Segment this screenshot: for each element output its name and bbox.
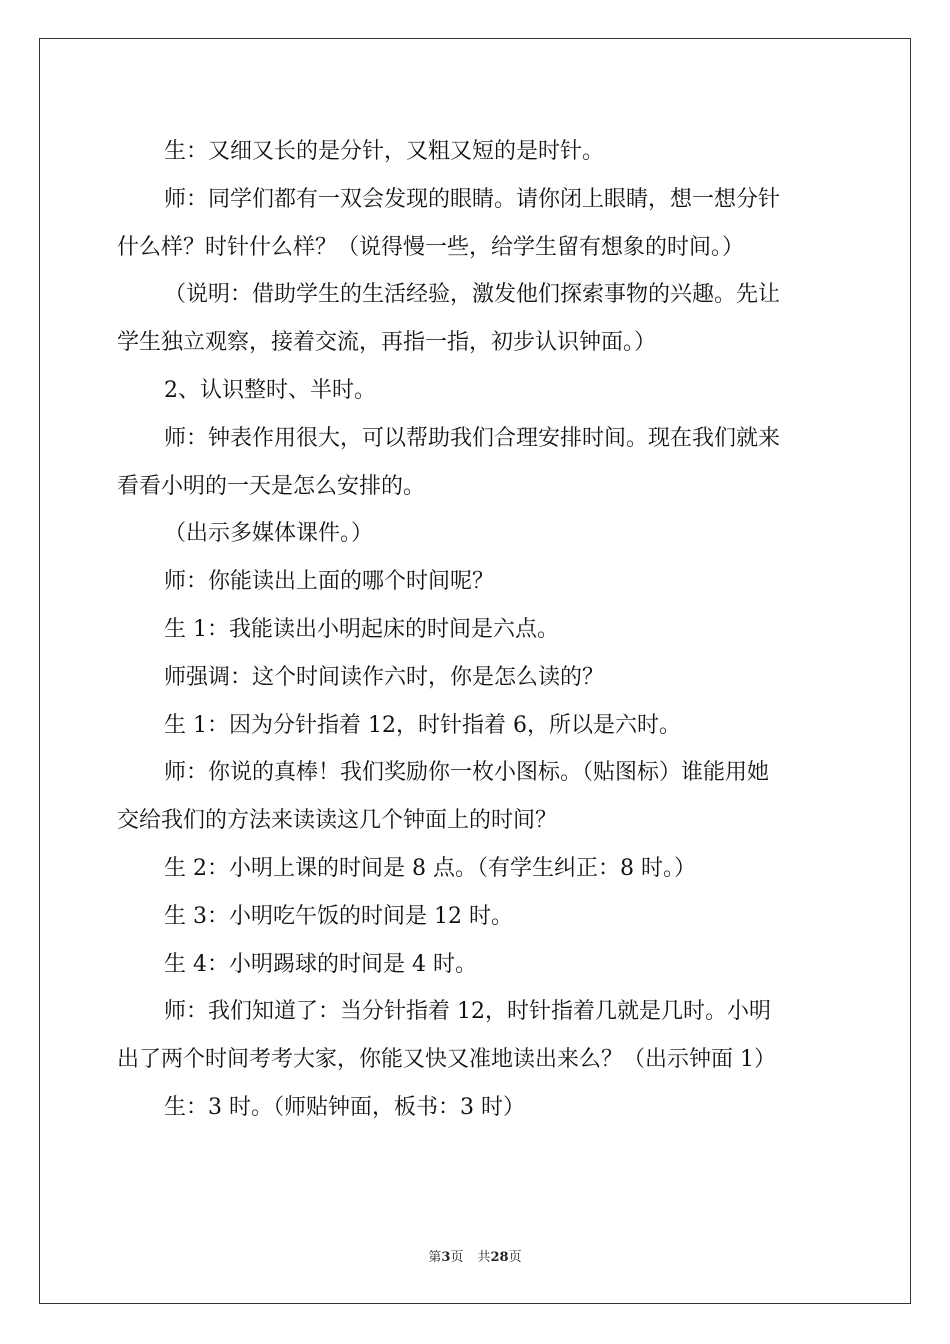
- text-line: 师：钟表作用很大，可以帮助我们合理安排时间。现在我们就来: [164, 425, 781, 451]
- text-line: 学生独立观察，接着交流，再指一指，初步认识钟面。）: [117, 330, 657, 356]
- text-line: 师：同学们都有一双会发现的眼睛。请你闭上眼睛，想一想分针: [164, 186, 781, 212]
- text-line: （说明：借助学生的生活经验，激发他们探索事物的兴趣。先让: [164, 282, 781, 308]
- text-line: 师强调：这个时间读作六时，你是怎么读的？: [164, 664, 605, 690]
- footer-total-prefix: 共: [477, 1250, 491, 1265]
- document-body: [117, 128, 837, 1132]
- page-footer: [0, 1246, 950, 1265]
- text-line: 出了两个时间考考大家，你能又快又准地读出来么？（出示钟面 1）: [117, 1047, 776, 1073]
- text-line: 生：又细又长的是分针，又粗又短的是时针。: [164, 139, 605, 164]
- footer-prefix: 第: [428, 1250, 442, 1265]
- text-line: 生：3 时。（师贴钟面，板书：3 时）: [164, 1094, 525, 1120]
- text-line: 交给我们的方法来读读这几个钟面上的时间？: [117, 808, 558, 834]
- text-line: （出示多媒体课件。）: [164, 521, 374, 547]
- footer-page-unit: 页: [450, 1250, 464, 1265]
- text-line: 看看小明的一天是怎么安排的。: [117, 473, 426, 499]
- text-line: 生 2：小明上课的时间是 8 点。（有学生纠正：8 时。）: [164, 855, 696, 881]
- text-line: 师：你说的真棒！我们奖励你一枚小图标。（贴图标）谁能用她: [164, 760, 770, 786]
- text-line: 生 4：小明踢球的时间是 4 时。: [164, 951, 477, 977]
- text-line: 师：我们知道了：当分针指着 12，时针指着几就是几时。小明: [164, 999, 771, 1025]
- current-page-number: 3: [441, 1250, 451, 1265]
- text-line: 师：你能读出上面的哪个时间呢？: [164, 569, 495, 595]
- text-line: 生 3：小明吃午饭的时间是 12 时。: [164, 903, 513, 929]
- text-line: 什么样？时针什么样？（说得慢一些，给学生留有想象的时间。）: [117, 234, 745, 260]
- footer-total-unit: 页: [508, 1250, 522, 1265]
- text-line: 生 1：我能读出小明起床的时间是六点。: [164, 616, 559, 642]
- section-heading: 2、认识整时、半时。: [164, 377, 376, 403]
- text-line: 生 1：因为分针指着 12，时针指着 6，所以是六时。: [164, 712, 681, 738]
- total-page-number: 28: [490, 1250, 509, 1265]
